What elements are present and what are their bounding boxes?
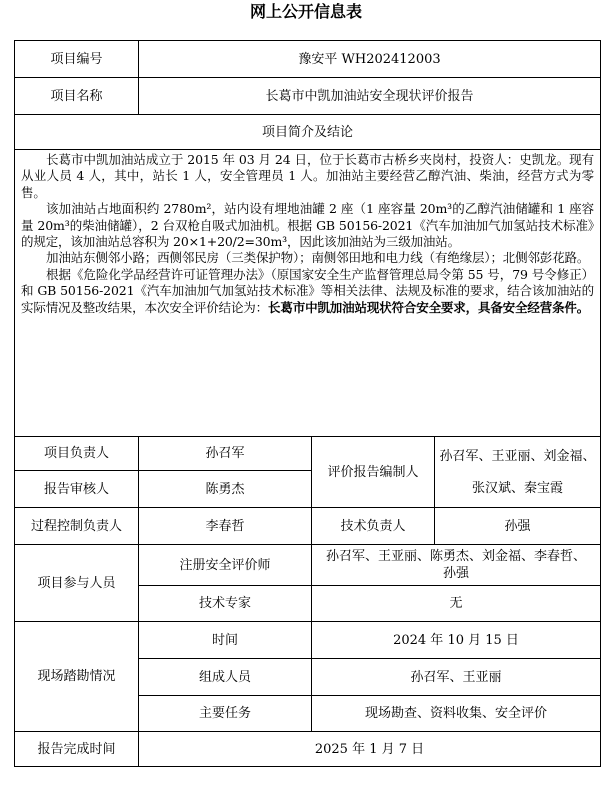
leader-value: 孙召军 [139, 437, 312, 471]
row-process-control [15, 508, 601, 545]
info-table [14, 40, 601, 767]
row-evaluators [15, 545, 601, 586]
site-members-label: 组成人员 [139, 659, 312, 696]
summary-paragraph-4 [21, 267, 594, 316]
expert-label: 技术专家 [139, 586, 312, 622]
row-completion [15, 732, 601, 767]
site-label: 现场踏勘情况 [15, 622, 139, 732]
reviewer-label: 报告审核人 [15, 471, 139, 508]
reviewer-value: 陈勇杰 [139, 471, 312, 508]
project-name-value: 长葛市中凯加油站安全现状评价报告 [139, 78, 601, 115]
summary-body [15, 150, 601, 437]
completion-label: 报告完成时间 [15, 732, 139, 767]
site-members-value: 孙召军、王亚丽 [312, 659, 601, 696]
participants-label: 项目参与人员 [15, 545, 139, 622]
row-leader [15, 437, 601, 471]
summary-heading: 项目简介及结论 [15, 115, 601, 150]
site-tasks-label: 主要任务 [139, 696, 312, 732]
summary-paragraph-3: 加油站东侧邻小路；西侧邻民房（三类保护物）；南侧邻田地和电力线（有绝缘层）；北侧邻彭花路。 [46, 250, 590, 266]
evaluator-value [312, 545, 601, 586]
tech-lead-value: 孙强 [435, 508, 601, 545]
row-project-no [15, 41, 601, 78]
process-control-label: 过程控制负责人 [15, 508, 139, 545]
expert-value: 无 [312, 586, 601, 622]
summary-paragraph-1: 长葛市中凯加油站成立于 2015 年 03 月 24 日，位于长葛市古桥乡夹岗村，投资人：史凯龙。现有从业人员 4 人，其中，站长 1 人，安全管理员 1 人。加油站主要经营乙醇汽油、柴油，经营方式为零售。 [21, 152, 595, 200]
evaluator-line-1: 孙召军、王亚丽、陈勇杰、刘金福、李春哲、 [326, 549, 587, 564]
compiler-line-1: 孙召军、王亚丽、刘金福、 [439, 448, 596, 464]
summary-conclusion: 长葛市中凯加油站现状符合安全要求，具备安全经营条件。 [268, 299, 590, 315]
project-name-label: 项目名称 [15, 78, 139, 115]
summary-paragraph-2: 该加油站占地面积约 2780m²，站内设有埋地油罐 2 座（1 座容量 20m³的乙醇汽油储罐和 1 座容量 20m³的柴油储罐），2 台双枪自吸式加油机。根据 GB 50156-2021《汽车加油加气加氢站技术标准》的规定，该加油站总容积为 20×1+20/2=30m³，因此该加油站为三级加油站。 [21, 201, 595, 250]
row-summary [15, 150, 601, 437]
evaluator-line-2: 孙强 [443, 566, 470, 581]
leader-label: 项目负责人 [15, 437, 139, 471]
row-project-name [15, 78, 601, 115]
completion-value: 2025 年 1 月 7 日 [139, 732, 601, 767]
compiler-line-2: 张汉斌、秦宝霞 [472, 480, 564, 496]
row-site-time [15, 622, 601, 659]
evaluator-label: 注册安全评价师 [139, 545, 312, 586]
site-tasks-value: 现场勘查、资料收集、安全评价 [312, 696, 601, 732]
summary-basis: 根据《危险化学品经营许可证管理办法》（原国家安全生产监督管理总局令第 55 号，79 号令修正）和 GB 50156-2021《汽车加油加气加氢站技术标准》等相关法律、法规及标准的要求，结合该加油站的实际情况及整改结果，本次安全评价结论为： [21, 266, 595, 315]
row-summary-heading [15, 115, 601, 150]
process-control-value: 李春哲 [139, 508, 312, 545]
compiler-label: 评价报告编制人 [312, 437, 435, 508]
tech-lead-label: 技术负责人 [312, 508, 435, 545]
site-time-label: 时间 [139, 622, 312, 659]
project-no-value: 豫安平 WH202412003 [139, 41, 601, 78]
project-no-label: 项目编号 [15, 41, 139, 78]
compiler-value [435, 437, 601, 508]
site-time-value: 2024 年 10 月 15 日 [312, 622, 601, 659]
page-title: 网上公开信息表 [249, 2, 362, 21]
